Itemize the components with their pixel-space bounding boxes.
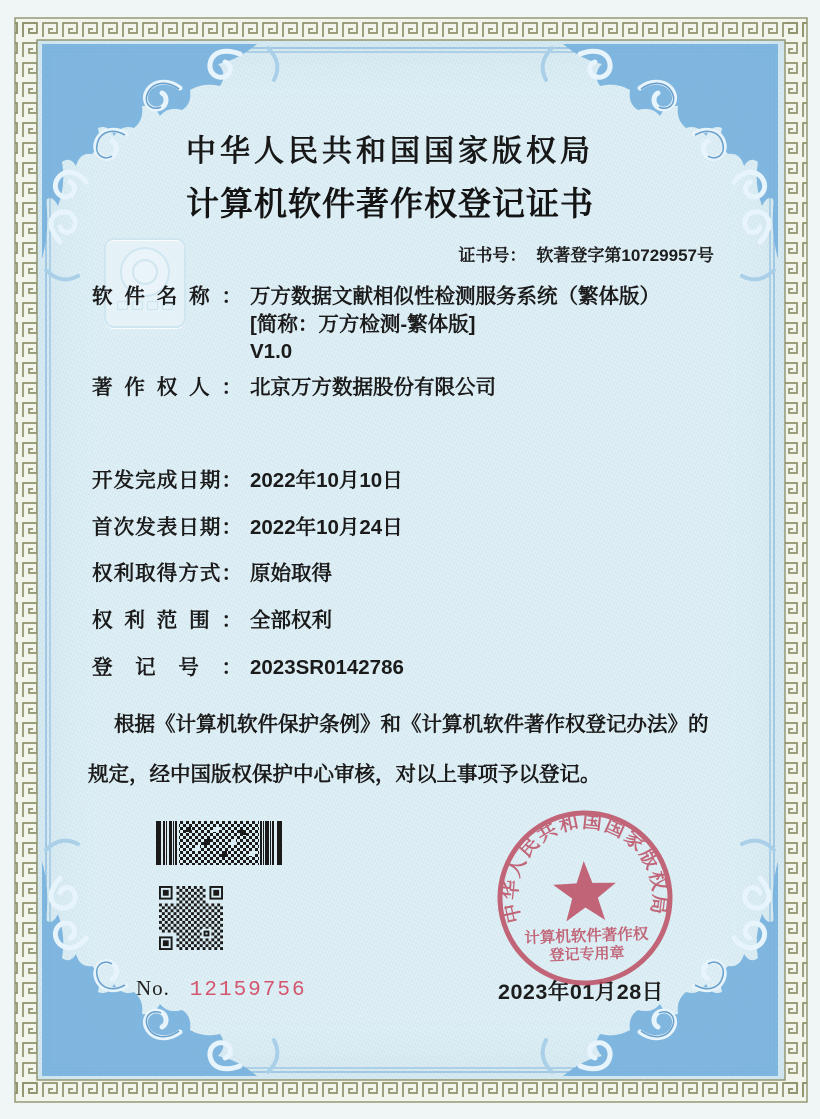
- field-value: 2022年10月10日: [250, 469, 403, 492]
- field-copyright-owner: [92, 374, 496, 402]
- serial-prefix: No.: [136, 976, 170, 1000]
- field-label: 著作权人：: [92, 376, 242, 399]
- field-value: [250, 283, 660, 366]
- software-name-version: V1.0: [250, 340, 293, 363]
- field-label: 权利取得方式：: [92, 562, 242, 585]
- software-name-line2: [简称：万方检测-繁体版]: [250, 312, 476, 336]
- field-label: 首次发表日期：: [92, 516, 242, 539]
- official-seal: [484, 797, 687, 1000]
- field-first-publish-date: [92, 514, 403, 542]
- field-label: 开发完成日期：: [92, 469, 242, 492]
- statement-line1: 根据《计算机软件保护条例》和《计算机软件著作权登记办法》的: [114, 713, 709, 736]
- field-right-scope: [92, 607, 332, 635]
- certificate-number-label: 证书号：: [458, 246, 527, 265]
- field-right-acquire-method: [92, 560, 332, 588]
- field-value: 原始取得: [250, 562, 332, 585]
- seal-line1: 计算机软件著作权: [524, 925, 649, 948]
- field-value: 2023SR0142786: [250, 656, 404, 679]
- field-value: 2022年10月24日: [250, 516, 403, 539]
- field-value: 全部权利: [250, 609, 332, 632]
- field-label: 软件名称：: [92, 285, 242, 308]
- field-dev-complete-date: [92, 467, 403, 495]
- issue-date: 2023年01月28日: [498, 980, 664, 1004]
- seal-ring-text: 中华人民共和国国家版权局: [500, 811, 670, 925]
- issuing-authority-title: 中华人民共和国国家版权局: [186, 135, 594, 168]
- field-software-name: [92, 283, 660, 366]
- field-registration-number: [92, 654, 404, 682]
- registration-statement: [88, 700, 728, 800]
- certificate-number-line: [458, 241, 714, 266]
- seal-line2: 登记专用章: [549, 945, 625, 965]
- serial-number: 12159756: [189, 979, 307, 1002]
- statement-line2: 规定，经中国版权保护中心审核，对以上事项予以登记。: [88, 763, 601, 786]
- serial-number-line: [136, 976, 307, 1002]
- barcode-icon: [156, 821, 284, 865]
- qr-code-icon: [158, 886, 224, 950]
- software-name-line1: 万方数据文献相似性检测服务系统（繁体版）: [250, 285, 660, 308]
- field-value: 北京万方数据股份有限公司: [250, 376, 496, 399]
- certificate-number-value: 软著登字第10729957号: [536, 246, 714, 265]
- field-label: 权利范围：: [92, 609, 242, 632]
- seal-star-icon: [552, 860, 617, 922]
- field-label: 登记号：: [92, 656, 242, 679]
- certificate-title: 计算机软件著作权登记证书: [186, 187, 594, 223]
